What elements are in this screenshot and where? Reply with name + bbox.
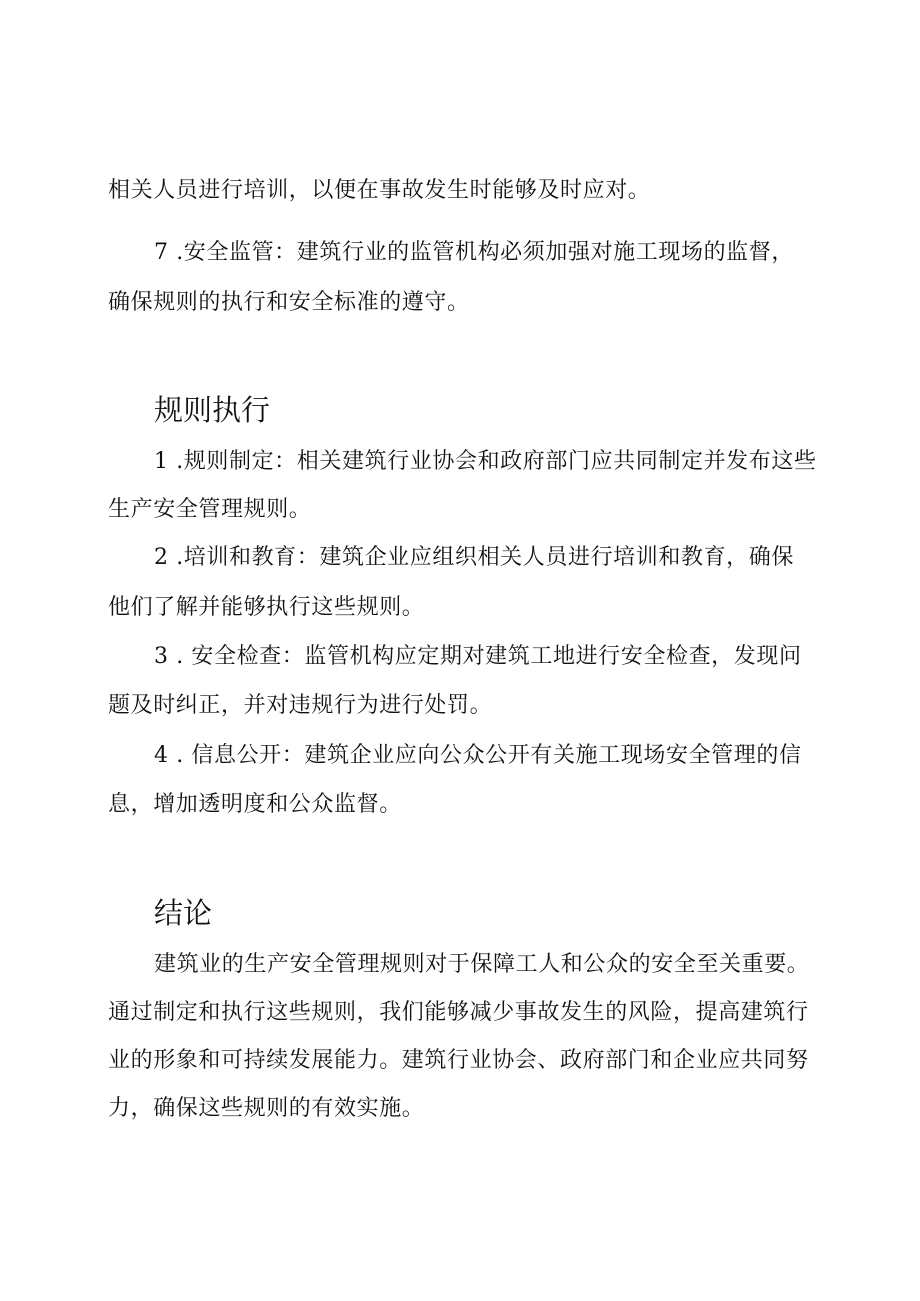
enforcement-item-1-line-2: 生产安全管理规则。: [108, 497, 312, 522]
conclusion-line-4: 力，确保这些规则的有效实施。: [108, 1096, 425, 1121]
conclusion-line-1: 建筑业的生产安全管理规则对于保障工人和公众的安全至关重要。: [154, 952, 810, 977]
section-title-conclusion: 结论: [154, 896, 213, 930]
enforcement-item-2-line-1: 2 .培训和教育：建筑企业应组织相关人员进行培训和教育，确保: [154, 545, 794, 570]
conclusion-line-3: 业的形象和可持续发展能力。建筑行业协会、政府部门和企业应共同努: [108, 1048, 809, 1073]
conclusion-line-2: 通过制定和执行这些规则，我们能够减少事故发生的风险，提高建筑行: [108, 1000, 809, 1025]
enforcement-item-3-line-1: 3 . 安全检查：监管机构应定期对建筑工地进行安全检查，发现问: [154, 644, 802, 669]
enforcement-item-1-line-1: 1 .规则制定：相关建筑行业协会和政府部门应共同制定并发布这些: [154, 449, 817, 474]
enforcement-item-4-line-2: 息，增加透明度和公众监督。: [108, 792, 402, 817]
enforcement-item-2-line-2: 他们了解并能够执行这些规则。: [108, 595, 425, 620]
enforcement-item-4-line-1: 4 . 信息公开：建筑企业应向公众公开有关施工现场安全管理的信: [154, 743, 802, 768]
item-7-line-2: 确保规则的执行和安全标准的遵守。: [108, 290, 470, 315]
continuation-line: 相关人员进行培训，以便在事故发生时能够及时应对。: [108, 178, 651, 203]
section-title-enforcement: 规则执行: [154, 393, 271, 427]
item-7-line-1: 7 .安全监管：建筑行业的监管机构必须加强对施工现场的监督，: [154, 240, 794, 265]
enforcement-item-3-line-2: 题及时纠正，并对违规行为进行处罚。: [108, 693, 493, 718]
